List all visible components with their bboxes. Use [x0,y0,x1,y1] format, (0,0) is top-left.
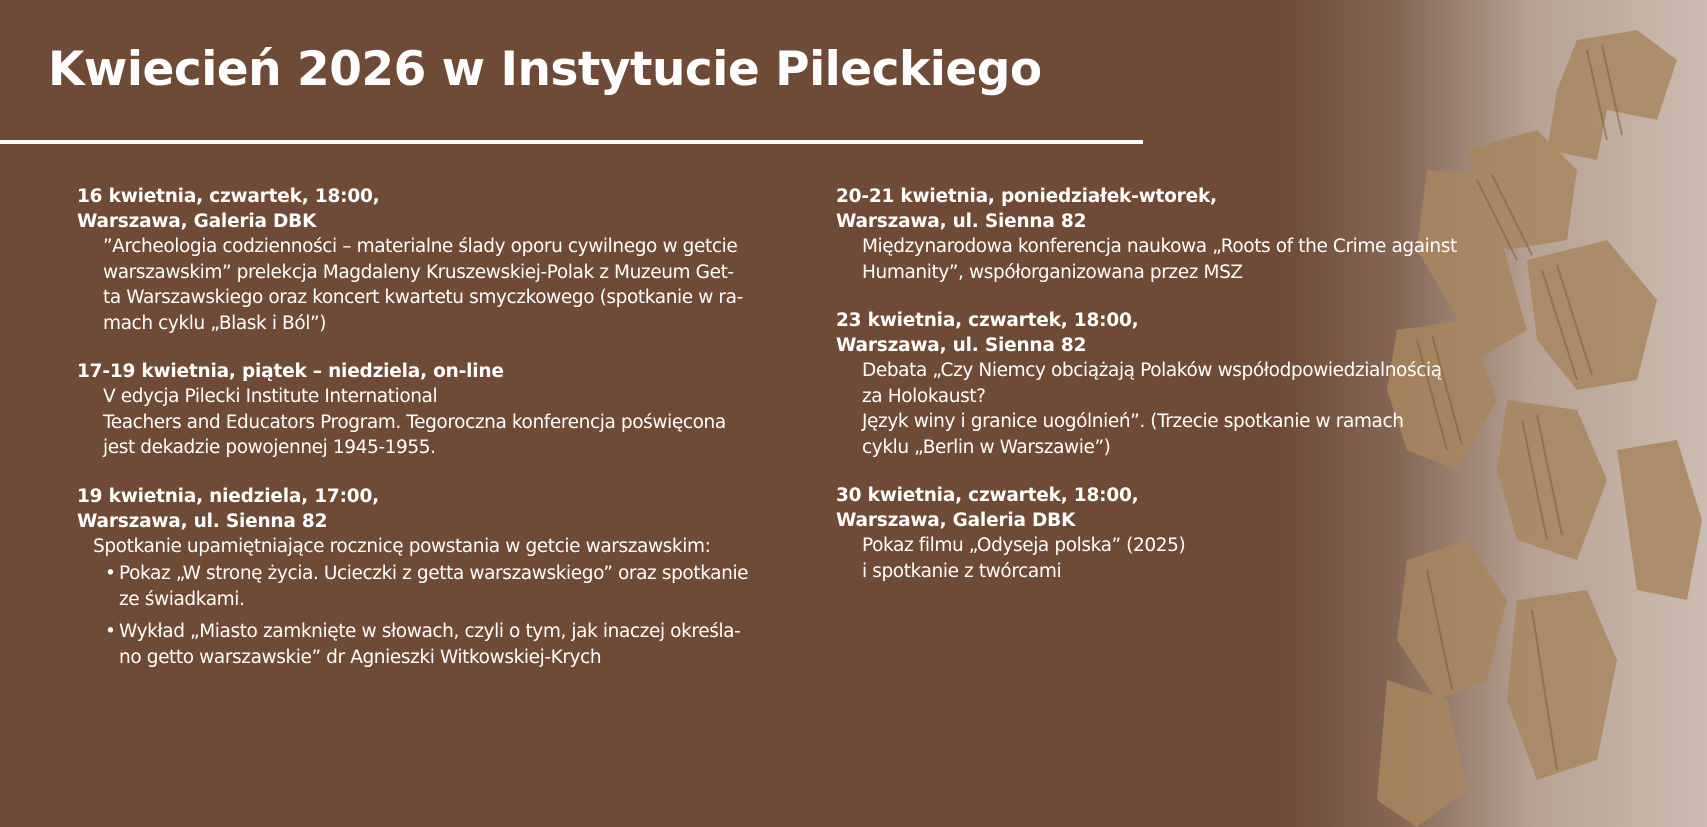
bullet-icon: • [105,621,116,642]
event-bullet-item [105,561,817,612]
event-item [836,184,1536,285]
event-date-location: 17-19 kwietnia, piątek – niedziela, on-line [77,361,504,382]
bullet-text: Wykład „Miasto zamknięte w słowach, czyli o tym, jak inaczej określa- no getto warszawskie” dr Agnieszki Witkowskiej-Krych [119,621,741,668]
bullet-text: Pokaz „W stronę życia. Ucieczki z getta warszawskiego” oraz spotkanie ze świadkami. [119,563,749,610]
event-item [77,484,817,671]
event-date-location: 16 kwietnia, czwartek, 18:00, Warszawa, Galeria DBK [77,186,380,232]
events-left-column [77,184,817,693]
events-right-column [836,184,1536,607]
event-date-location: 23 kwietnia, czwartek, 18:00, Warszawa, ul. Sienna 82 [836,310,1139,356]
event-description: Międzynarodowa konferencja naukowa „Roots of the Crime against Humanity”, współorganizowana przez MSZ [862,236,1457,283]
event-item [77,184,817,336]
event-description: V edycja Pilecki Institute International Teachers and Educators Program. Tegoroczna konferencja poświęcona jest dekadzie powojennej 1945-1955. [103,386,726,458]
event-item [836,308,1536,460]
event-date-location: 19 kwietnia, niedziela, 17:00, Warszawa, ul. Sienna 82 [77,485,379,532]
event-description: ”Archeologia codzienności – materialne ślady oporu cywilnego w getcie warszawskim” prelekcja Magdaleny Kruszewskiej-Polak z Muzeum Get- ta Warszawskiego oraz koncert kwartetu smyczkowego (spotkanie w ra- mach cyklu „Blask i Ból”) [103,236,743,334]
page-title: Kwiecień 2026 w Instytucie Pileckiego [48,42,1042,97]
event-item [77,359,817,461]
event-description: Debata „Czy Niemcy obciążają Polaków współodpowiedzialnością za Holokaust? Język winy i granice uogólnień”. (Trzecie spotkanie w ramach cyklu „Berlin w Warszawie”) [862,360,1442,458]
title-divider [0,140,1143,144]
event-date-location: 30 kwietnia, czwartek, 18:00, Warszawa, Galeria DBK [836,485,1139,531]
event-item [836,483,1536,584]
event-date-location: 20-21 kwietnia, poniedziałek-wtorek, Warszawa, ul. Sienna 82 [836,186,1217,232]
event-bullet-list [77,561,817,670]
event-description: Spotkanie upamiętniające rocznicę powstania w getcie warszawskim: [93,535,711,557]
event-description: Pokaz filmu „Odyseja polska” (2025) i spotkanie z twórcami [862,535,1186,582]
bullet-icon: • [105,563,116,584]
event-bullet-item [105,619,817,670]
